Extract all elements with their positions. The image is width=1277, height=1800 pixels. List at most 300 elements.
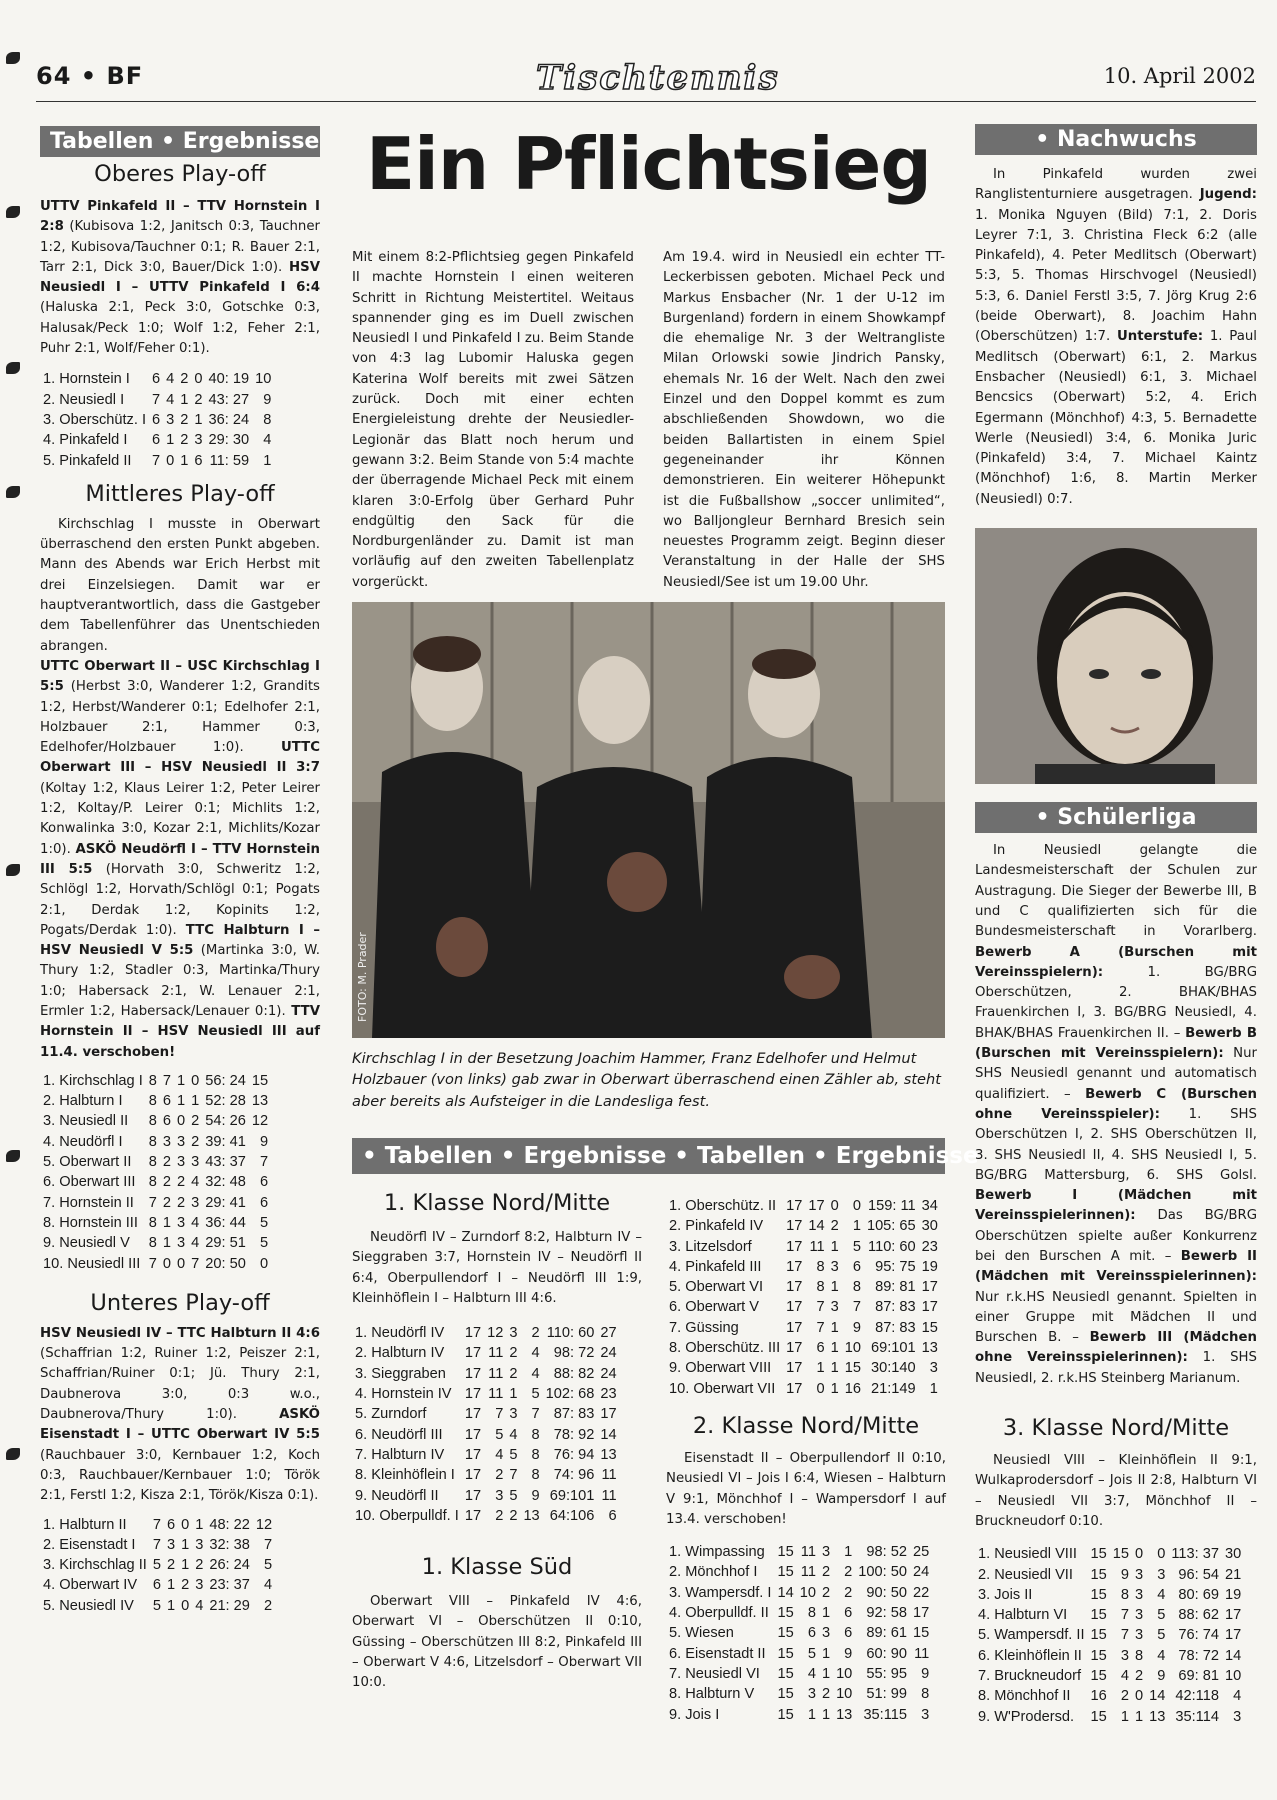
- table-cell: 17: [464, 1446, 482, 1463]
- table-cell: 1: [821, 1645, 831, 1662]
- table-cell: 10: [836, 1665, 853, 1682]
- table-row: [40, 1254, 271, 1274]
- table-row: [40, 1172, 271, 1192]
- table-row: [40, 390, 274, 410]
- table-cell: 0: [194, 371, 203, 388]
- team-name: 4. Neudörfl I: [43, 1133, 123, 1150]
- team-name: 2. Neusiedl VII: [978, 1566, 1073, 1583]
- table-cell: 2: [1120, 1688, 1129, 1705]
- team-name: 5. Zurndorf: [355, 1406, 427, 1423]
- table-row: [666, 1583, 932, 1603]
- team-name: 2. Halbturn I: [43, 1093, 123, 1110]
- table-cell: 17: [464, 1467, 482, 1484]
- table-cell: 1: [821, 1665, 831, 1682]
- table-cell: 15: [777, 1564, 794, 1581]
- table-cell: 2: [821, 1584, 831, 1601]
- table-cell: 2: [844, 1584, 853, 1601]
- nachwuchs-title: • Nachwuchs: [975, 124, 1257, 155]
- table-cell: 2: [495, 1467, 504, 1484]
- table-cell: 10: [255, 371, 272, 388]
- klasse-nm1-title: 1. Klasse Nord/Mitte: [383, 1190, 611, 1216]
- team-name: 8. Kleinhöflein I: [355, 1467, 455, 1484]
- table-row: [666, 1562, 932, 1582]
- table-cell: 8: [148, 1214, 157, 1231]
- team-name: 4. Oberpulldf. II: [669, 1605, 769, 1622]
- table-cell: 0: [166, 452, 175, 469]
- table-cell: 17: [786, 1198, 803, 1214]
- mittleres-results: UTTC Oberwart II – USC Kirchschlag I 5:5 (Herbst 3:0, Wanderer 1:2, Grandits 1:2, Herbst/Wanderer 0:1; Edelhofer 2:1, Holzbauer 2:1, Hammer 0:3, Edelhofer/Holzbauer 1:0). UTTC Oberwart III – HSV Neusiedl II 3:7 (Koltay 1:2, Klaus Leirer 1:2, Peter Leirer 1:2, Koltay/P. Leirer 0:1; Michlits 1:2, Konwalinka 3:0, Kozar 2:1, Michlits/Kozar 1:0). ASKÖ Neudörfl I – TTV Hornstein III 5:5 (Horvath 3:0, Schweritz 1:2, Schlögl 1:2, Horvath/Schlögl 0:1; Pogats 2:1, Derdak 1:2, Kopinits 1:2, Pogats/Derdak 1:0). TTC Halbturn I – HSV Neusiedl V 5:5 (Martinka 3:0, W. Thury 1:2, Stadler 0:3, Martinka/Thury 1:0; Habersack 2:1, W. Lenauer 2:1, Ermler 1:2, Habersack/Lenauer 0:1). TTV Hornstein II – HSV Neusiedl III auf 11.4. verschoben!: [40, 658, 321, 1060]
- table-cell: 3: [807, 1686, 816, 1703]
- table-cell: 15: [1090, 1668, 1107, 1685]
- table-cell: 17: [913, 1605, 930, 1622]
- table-cell: 7: [148, 1194, 157, 1211]
- table-row: [666, 1358, 941, 1378]
- table-cell: 7: [152, 391, 161, 408]
- binding-mark: [6, 864, 20, 876]
- table-cell: 30:140: [871, 1360, 916, 1377]
- table-cell: 7: [264, 1536, 273, 1553]
- table-cell: 19: [1224, 1586, 1242, 1603]
- table-cell: 2: [177, 1194, 186, 1211]
- table-cell: 13: [523, 1507, 540, 1524]
- binding-mark: [6, 1150, 20, 1162]
- table-cell: 4: [1157, 1586, 1166, 1603]
- table-cell: 6: [162, 1113, 172, 1130]
- team-name: 5. Oberwart VI: [669, 1279, 764, 1296]
- table-row: [975, 1666, 1244, 1686]
- table-cell: 15: [1090, 1708, 1107, 1725]
- team-name: 6. Eisenstadt II: [669, 1645, 766, 1662]
- table-cell: 17: [786, 1319, 803, 1336]
- table-cell: 0: [1134, 1546, 1144, 1563]
- table-cell: 8: [531, 1467, 540, 1484]
- table-cell: 9: [263, 391, 272, 408]
- team-name: 3. Neusiedl II: [43, 1113, 129, 1130]
- table-row: [352, 1506, 620, 1526]
- table-cell: 4: [531, 1365, 540, 1382]
- klasse-nm1-table: [352, 1323, 620, 1526]
- table-row: [352, 1486, 620, 1506]
- table-cell: 2: [531, 1325, 540, 1342]
- table-cell: 17: [464, 1345, 482, 1362]
- table-cell: 25: [913, 1544, 930, 1561]
- table-cell: 54: 26: [205, 1113, 246, 1130]
- team-name: 1. Wimpassing: [669, 1544, 765, 1561]
- table-cell: 15: [777, 1625, 794, 1642]
- table-cell: 8: [852, 1279, 861, 1296]
- table-cell: 76: 94: [553, 1446, 595, 1463]
- table-cell: 1: [194, 411, 203, 428]
- table-cell: 13: [1149, 1708, 1166, 1725]
- table-cell: 7: [1120, 1627, 1129, 1644]
- team-name: 8. Oberschütz. III: [669, 1340, 781, 1357]
- table-cell: 5: [495, 1426, 504, 1443]
- klasse-nm1-block: [352, 1190, 642, 1694]
- table-cell: 76: 74: [1178, 1627, 1219, 1644]
- table-cell: 2: [830, 1218, 839, 1235]
- team-name: 1. Hornstein I: [43, 371, 130, 388]
- table-row: [352, 1404, 620, 1424]
- table-row: [975, 1686, 1244, 1706]
- table-cell: 3: [1233, 1708, 1242, 1725]
- table-row: [666, 1623, 932, 1643]
- table-cell: 17: [464, 1487, 482, 1504]
- table-row: [352, 1445, 620, 1465]
- table-cell: 3: [495, 1487, 504, 1504]
- table-cell: 8: [263, 411, 272, 428]
- table-cell: 78: 72: [1178, 1647, 1219, 1664]
- table-cell: 17: [786, 1380, 803, 1397]
- table-cell: 5: [264, 1557, 273, 1574]
- team-name: 2. Mönchhof I: [669, 1564, 758, 1581]
- table-cell: 4: [191, 1214, 200, 1231]
- table-cell: 4: [1120, 1668, 1129, 1685]
- table-cell: 8: [148, 1174, 157, 1191]
- table-cell: 1: [180, 391, 189, 408]
- table-cell: 7: [162, 1072, 172, 1089]
- table-cell: 15: [844, 1360, 861, 1377]
- unteres-results: HSV Neusiedl IV – TTC Halbturn II 4:6 (Schaffrian 1:2, Ruiner 1:2, Peiszer 2:1, Schaffrian/Ruiner 0:1; Jü. Thury 2:1, Daubnerova 3:0, 0:3 w.o., Daubnerova/Thury 1:0). ASKÖ Eisenstadt I – UTTC Oberwart IV 5:5 (Rauchbauer 3:0, Kernbauer 1:2, Koch 0:3, Rauchbauer/Kernbauer 1:0; Török 2:1, Ferstl 1:2, Kisza 2:1, Török/Kisza 0:1).: [40, 1325, 320, 1504]
- table-cell: 51: 99: [866, 1686, 907, 1703]
- table-cell: 5: [1157, 1607, 1166, 1624]
- table-cell: 1: [1120, 1708, 1129, 1725]
- klasse3-table: [975, 1544, 1244, 1727]
- table-row: [666, 1684, 932, 1704]
- table-cell: 15: [777, 1544, 794, 1561]
- table-cell: 42:118: [1175, 1688, 1219, 1705]
- table-cell: 5: [1157, 1627, 1166, 1644]
- table-cell: 6: [152, 432, 161, 449]
- table-cell: 2: [495, 1507, 504, 1524]
- table-row: [666, 1237, 941, 1257]
- table-cell: 105: 65: [866, 1218, 916, 1235]
- table-cell: 1: [177, 1093, 186, 1110]
- table-cell: 23: 37: [209, 1577, 250, 1594]
- table-cell: 17: [808, 1198, 825, 1214]
- table-cell: 3: [1134, 1607, 1144, 1624]
- table-cell: 15: [1090, 1566, 1107, 1583]
- table-cell: 11: [601, 1467, 617, 1484]
- table-cell: 11: [800, 1564, 816, 1581]
- team-name: 1. Oberschütz. II: [669, 1198, 777, 1214]
- table-cell: 2: [180, 432, 189, 449]
- table-cell: 1: [830, 1360, 839, 1377]
- table-cell: 87: 83: [875, 1319, 916, 1336]
- table-cell: 15: [1090, 1546, 1107, 1563]
- table-cell: 0: [1157, 1546, 1166, 1563]
- klasse3-results: Neusiedl VIII – Kleinhöflein II 9:1, Wulkaprodersdorf – Jois II 2:8, Halbturn VI – Neusiedl VII 3:7, Mönchhof II – Bruckneudorf 0:10.: [975, 1453, 1257, 1529]
- middle-right-block: [666, 1196, 946, 1725]
- table-cell: 2: [195, 1557, 204, 1574]
- team-name: 9. Jois I: [669, 1706, 720, 1723]
- table-row: [975, 1544, 1244, 1564]
- table-row: [40, 410, 274, 430]
- team-name: 3. Kirchschlag II: [43, 1557, 147, 1574]
- table-cell: 3: [1134, 1586, 1144, 1603]
- table-cell: 1: [830, 1319, 839, 1336]
- table-cell: 9: [1157, 1668, 1166, 1685]
- team-name: 5. Neusiedl IV: [43, 1597, 134, 1614]
- table-cell: 8: [148, 1093, 157, 1110]
- table-row: [40, 1071, 271, 1091]
- table-cell: 6: [166, 1516, 176, 1533]
- table-cell: 1: [830, 1238, 839, 1255]
- team-name: 10. Oberwart VII: [669, 1380, 776, 1397]
- page-header: [36, 58, 1256, 102]
- oberes-results: UTTV Pinkafeld II – TTV Hornstein I 2:8 (Kubisova 1:2, Janitsch 0:3, Tauchner 1:2, Kubisova/Tauchner 0:1; R. Bauer 2:1, Tarr 2:1, Dick 3:0, Bauer/Dick 1:0). HSV Neusiedl I – UTTV Pinkafeld I 6:4 (Haluska 2:1, Peck 3:0, Gotschke 0:3, Halusak/Peck 1:0; Wolf 1:2, Feher 2:1, Puhr 2:1, Wolf/Feher 0:1).: [40, 199, 320, 357]
- table-cell: 43: 37: [205, 1154, 246, 1171]
- table-cell: 15: [1090, 1647, 1107, 1664]
- table-row: [975, 1605, 1244, 1625]
- table-cell: 3: [191, 1194, 200, 1211]
- results-banner: • Tabellen • Ergebnisse • Tabellen • Ergebnisse: [352, 1138, 945, 1174]
- table-row: [40, 1575, 275, 1595]
- table-cell: 14: [1149, 1688, 1166, 1705]
- team-name: 9. Neusiedl V: [43, 1235, 130, 1252]
- table-cell: 19: [921, 1258, 938, 1275]
- table-cell: 4: [195, 1597, 204, 1614]
- table-cell: 1: [166, 1597, 176, 1614]
- table-cell: 30: [1224, 1546, 1242, 1563]
- table-cell: 43: 27: [208, 391, 250, 408]
- team-name: 5. Oberwart II: [43, 1154, 132, 1171]
- table-cell: 7: [191, 1255, 200, 1272]
- table-cell: 1: [166, 1577, 176, 1594]
- table-cell: 7: [816, 1319, 825, 1336]
- table-cell: 15: [777, 1665, 794, 1682]
- table-cell: 10: [844, 1340, 861, 1357]
- team-name: 7. Güssing: [669, 1319, 739, 1336]
- table-cell: 1: [844, 1544, 853, 1561]
- table-cell: 89: 81: [875, 1279, 916, 1296]
- team-name: 2. Pinkafeld IV: [669, 1218, 764, 1235]
- binding-mark: [6, 52, 20, 64]
- table-row: [352, 1323, 620, 1343]
- table-cell: 36: 24: [208, 411, 250, 428]
- table-cell: 6: [152, 411, 161, 428]
- table-row: [40, 1152, 271, 1172]
- table-cell: 34: [921, 1198, 938, 1214]
- table-cell: 2: [509, 1507, 518, 1524]
- table-cell: 5: [152, 1597, 161, 1614]
- team-name: 1. Halbturn II: [43, 1516, 127, 1533]
- section-title: Tischtennis: [536, 58, 780, 98]
- table-cell: 7: [531, 1406, 540, 1423]
- table-cell: 23: [600, 1386, 617, 1403]
- klasse-nm2-table: [666, 1542, 932, 1725]
- table-cell: 17: [786, 1360, 803, 1377]
- table-cell: 17: [464, 1406, 482, 1423]
- table-cell: 3: [921, 1706, 930, 1723]
- table-cell: 9: [921, 1665, 930, 1682]
- table-cell: 21: 29: [209, 1597, 250, 1614]
- table-cell: 0: [162, 1255, 172, 1272]
- table-cell: 11: [800, 1544, 816, 1561]
- table-cell: 52: 28: [205, 1093, 246, 1110]
- team-name: 2. Eisenstadt I: [43, 1536, 136, 1553]
- table-cell: 2: [162, 1154, 172, 1171]
- table-cell: 32: 38: [209, 1536, 250, 1553]
- table-cell: 17: [786, 1218, 803, 1235]
- table-cell: 14: [1224, 1647, 1242, 1664]
- klasse-nm1-results: Neudörfl IV – Zurndorf 8:2, Halbturn IV – Sieggraben 3:7, Hornstein IV – Neudörfl II 6:4, Oberpullendorf I – Neudörfl III 1:9, Kleinhöflein I – Halbturn III 4:6.: [352, 1230, 642, 1306]
- team-name: 7. Hornstein II: [43, 1194, 134, 1211]
- portrait-image: [975, 528, 1257, 784]
- table-cell: 8: [148, 1235, 157, 1252]
- table-cell: 15: [777, 1605, 794, 1622]
- photo-caption: Kirchschlag I in der Besetzung Joachim Hammer, Franz Edelhofer und Helmut Holzbauer (von links) gab zwar in Oberwart überraschend einen Zähler ab, steht aber bereits als Aufsteiger in die Landesliga fest.: [352, 1050, 941, 1110]
- oberes-title: Oberes Play-off: [94, 161, 266, 187]
- table-row: [666, 1664, 932, 1684]
- oberes-table: [40, 369, 274, 470]
- page-number: 64 • BF: [36, 62, 144, 90]
- table-row: [352, 1425, 620, 1445]
- table-cell: 1: [509, 1386, 518, 1403]
- table-cell: 3: [166, 1536, 176, 1553]
- table-cell: 15: [1090, 1586, 1107, 1603]
- table-cell: 22: [913, 1584, 930, 1601]
- table-cell: 159: 11: [868, 1198, 916, 1214]
- team-name: 7. Halbturn IV: [355, 1446, 445, 1463]
- table-cell: 17: [786, 1238, 803, 1255]
- table-cell: 2: [191, 1113, 200, 1130]
- team-name: 1. Neusiedl VIII: [978, 1546, 1077, 1563]
- table-cell: 26: 24: [209, 1557, 250, 1574]
- table-cell: 35:114: [1175, 1708, 1219, 1725]
- table-cell: 3: [195, 1577, 204, 1594]
- team-name: 4. Pinkafeld III: [669, 1258, 762, 1275]
- table-cell: 0: [830, 1198, 839, 1214]
- table-cell: 9: [259, 1133, 269, 1150]
- table-cell: 2: [509, 1365, 518, 1382]
- table-cell: 6: [608, 1507, 617, 1524]
- table-cell: 6: [152, 371, 161, 388]
- table-cell: 20: 50: [205, 1255, 246, 1272]
- team-name: 9. Oberwart VIII: [669, 1360, 772, 1377]
- table-cell: 8: [921, 1686, 930, 1703]
- table-cell: 78: 92: [553, 1426, 595, 1443]
- table-row: [40, 1515, 275, 1535]
- box-title: Tabellen • Ergebnisse: [40, 126, 320, 157]
- table-cell: 17: [921, 1299, 938, 1316]
- table-cell: 12: [487, 1325, 504, 1342]
- table-cell: 3: [929, 1360, 938, 1377]
- team-name: 8. Halbturn V: [669, 1686, 755, 1703]
- team-name: 7. Neusiedl VI: [669, 1665, 760, 1682]
- table-cell: 1: [162, 1214, 172, 1231]
- team-name: 3. Sieggraben: [355, 1365, 446, 1382]
- table-cell: 56: 24: [205, 1072, 246, 1089]
- table-cell: 15: [921, 1319, 938, 1336]
- table-row: [40, 1596, 275, 1616]
- table-cell: 21:149: [871, 1380, 916, 1397]
- table-cell: 29: 51: [205, 1235, 246, 1252]
- table-cell: 4: [807, 1665, 816, 1682]
- team-photo: [352, 602, 945, 1038]
- table-cell: 0: [259, 1255, 269, 1272]
- table-cell: 2: [264, 1597, 273, 1614]
- mittleres-intro: Kirchschlag I musste in Oberwart überraschend den ersten Punkt abgeben. Mann des Abends war Erich Herbst mit drei Einzelsiegen. Damit war er hauptverantwortlich, dass die Gastgeber dem Tabellenführer das Unentschieden abrangen.: [40, 516, 320, 654]
- table-cell: 7: [152, 1536, 161, 1553]
- issue-date: 10. April 2002: [1103, 64, 1256, 88]
- table-cell: 5: [259, 1214, 269, 1231]
- table-cell: 1: [180, 452, 189, 469]
- team-name: 6. Oberwart III: [43, 1174, 136, 1191]
- table-cell: 32: 48: [205, 1174, 246, 1191]
- table-cell: 6: [162, 1093, 172, 1110]
- team-name: 1. Neudörfl IV: [355, 1325, 445, 1342]
- table-cell: 1: [195, 1516, 204, 1533]
- table-cell: 3: [821, 1625, 831, 1642]
- table-cell: 0: [181, 1516, 190, 1533]
- table-cell: 9: [1120, 1566, 1129, 1583]
- klasse-sued-title: 1. Klasse Süd: [421, 1554, 573, 1581]
- table-row: [40, 451, 274, 471]
- table-cell: 2: [180, 411, 189, 428]
- table-cell: 29: 41: [205, 1194, 246, 1211]
- table-cell: 3: [1120, 1647, 1129, 1664]
- headline: Ein Pflichtsieg: [366, 122, 931, 206]
- table-cell: 3: [509, 1406, 518, 1423]
- table-cell: 87: 83: [553, 1406, 595, 1423]
- table-row: [975, 1565, 1244, 1585]
- table-cell: 4: [191, 1235, 200, 1252]
- table-cell: 3: [162, 1133, 172, 1150]
- team-name: 10. Neusiedl III: [43, 1255, 141, 1272]
- table-cell: 3: [821, 1544, 831, 1561]
- table-cell: 7: [852, 1299, 861, 1316]
- table-cell: 3: [177, 1235, 186, 1252]
- table-cell: 8: [807, 1605, 816, 1622]
- table-cell: 8: [531, 1446, 540, 1463]
- table-cell: 6: [844, 1625, 853, 1642]
- table-cell: 7: [148, 1255, 157, 1272]
- table-cell: 14: [808, 1218, 825, 1235]
- table-row: [352, 1384, 620, 1404]
- table-row: [40, 369, 274, 389]
- binding-mark: [6, 1448, 20, 1460]
- table-row: [40, 1132, 271, 1152]
- table-cell: 1: [166, 432, 175, 449]
- schuelerliga-title: • Schülerliga: [975, 802, 1257, 833]
- table-cell: 3: [194, 432, 203, 449]
- team-name: 6. Neudörfl III: [355, 1426, 443, 1443]
- table-cell: 2: [180, 371, 189, 388]
- table-cell: 17: [600, 1406, 617, 1423]
- table-cell: 15: [777, 1706, 794, 1723]
- table-row: [352, 1465, 620, 1485]
- klasse-nm2-title: 2. Klasse Nord/Mitte: [692, 1412, 920, 1439]
- table-cell: 1: [852, 1218, 861, 1235]
- table-cell: 14: [600, 1426, 617, 1443]
- table-cell: 8: [1134, 1647, 1144, 1664]
- team-name: 7. Bruckneudorf: [978, 1668, 1082, 1685]
- table-cell: 17: [464, 1325, 482, 1342]
- table-row: [975, 1646, 1244, 1666]
- team-name: 5. Wiesen: [669, 1625, 734, 1642]
- table-cell: 1: [830, 1340, 839, 1357]
- table-cell: 2: [181, 1577, 190, 1594]
- team-name: 5. Pinkafeld II: [43, 452, 132, 469]
- team-name: 3. Jois II: [978, 1586, 1033, 1603]
- table-cell: 35:115: [863, 1706, 907, 1723]
- table-row: [666, 1297, 941, 1317]
- table-cell: 17: [464, 1365, 482, 1382]
- table-cell: 1: [181, 1557, 190, 1574]
- table-cell: 6: [816, 1340, 825, 1357]
- table-cell: 3: [1134, 1627, 1144, 1644]
- binding-mark: [6, 486, 20, 498]
